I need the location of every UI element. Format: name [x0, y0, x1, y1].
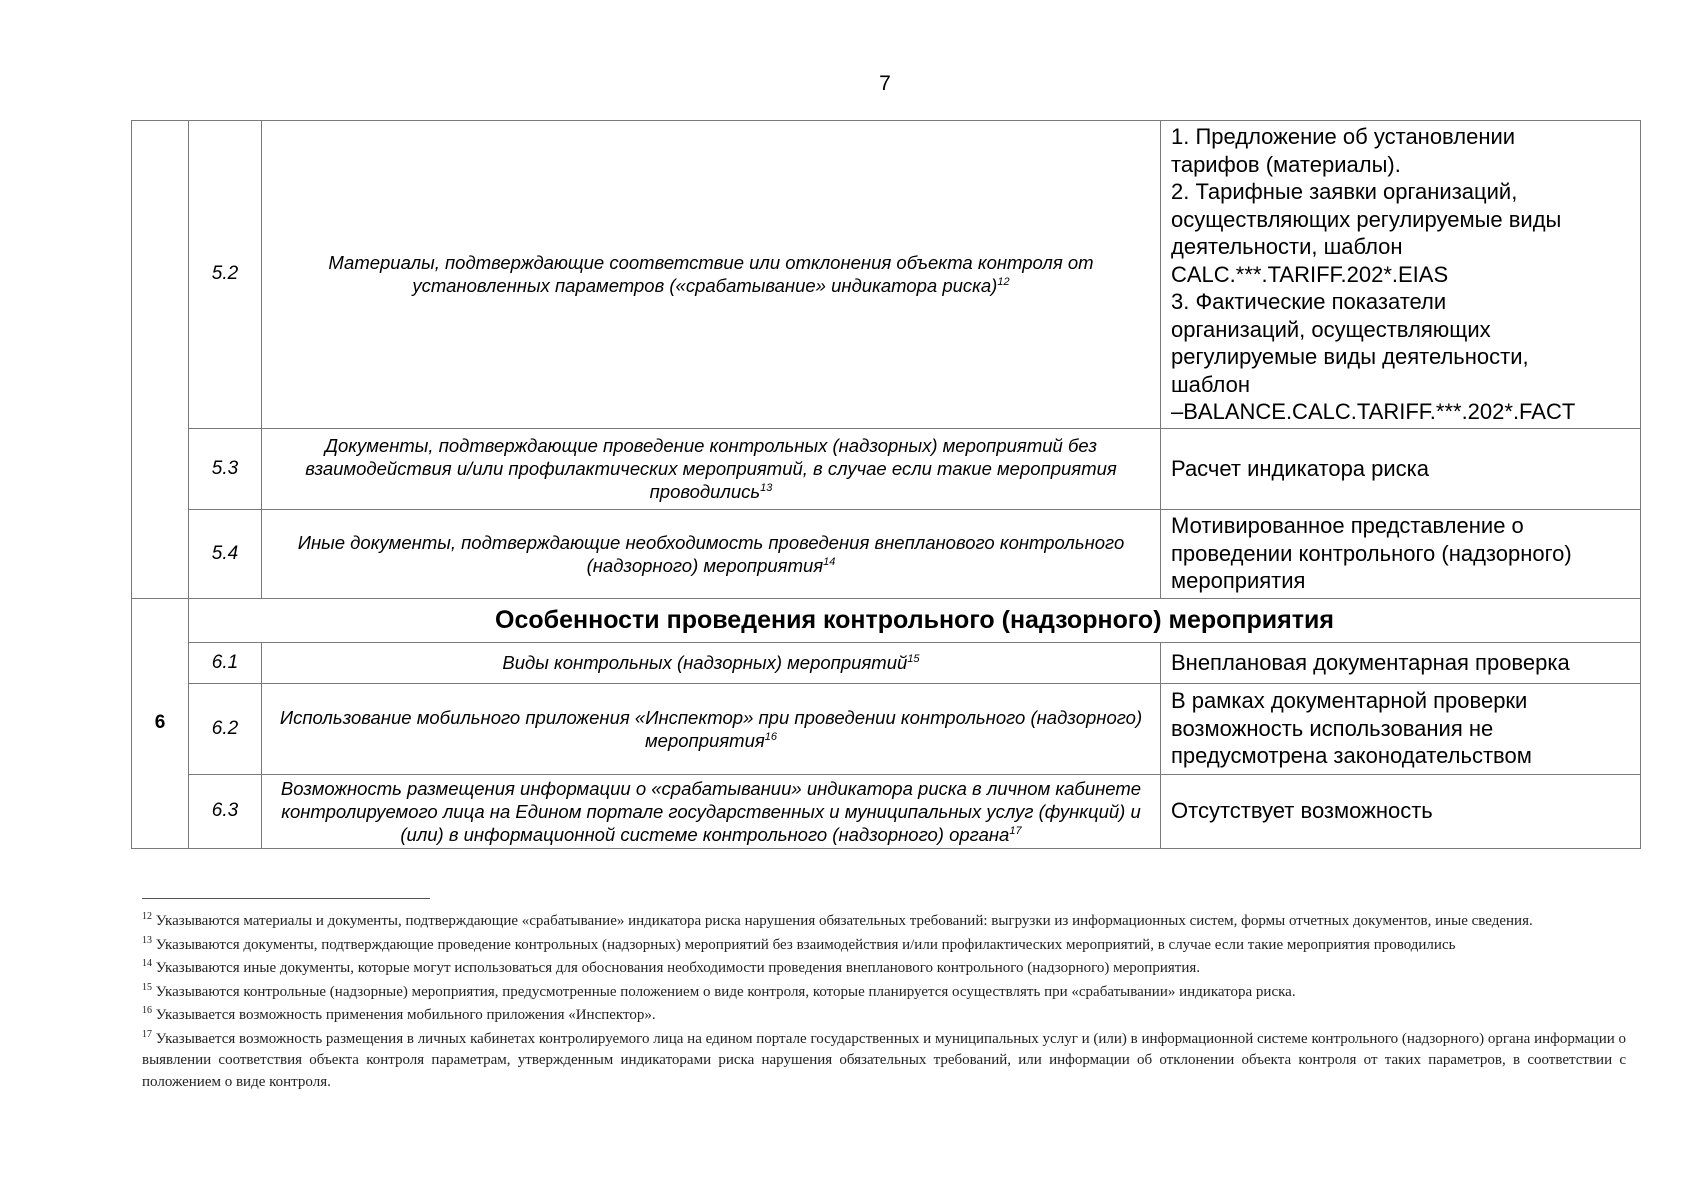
footnote-number: 14 — [142, 958, 152, 969]
section-header-row — [132, 598, 1641, 642]
footnote-text: Указывается возможность размещения в личных кабинетах контролируемого лица на едином портале государственных и муниципальных услуг и (или) в информационной системе контрольного (надзорного) органа информации о выявлении соответствия объекта контроля параметрам, утвержденным индикаторами риска нарушения обязательных требований, или информации об отклонении объекта контроля от таких параметров, в соответствии с положением о виде контроля. — [142, 1030, 1627, 1090]
value-line: 3. Фактические показатели — [1171, 289, 1447, 314]
value-line: CALC.***.TARIFF.202*.EIAS — [1171, 261, 1449, 287]
row-value: Расчет индикатора риска — [1161, 428, 1641, 509]
row-number: 5.4 — [189, 509, 262, 598]
table-row — [132, 683, 1641, 774]
row-description — [262, 121, 1161, 429]
description-text: Возможность размещения информации о «срабатывании» индикатора риска в личном кабинете контролируемого лица на Едином портале государственных и муниципальных услуг (функций) и (или) в информационной системе контрольного (надзорного) органа — [280, 777, 1142, 845]
value-line: осуществляющих регулируемые виды — [1171, 206, 1562, 232]
footnote-ref: 13 — [760, 481, 773, 494]
table-row — [132, 509, 1641, 598]
row-value: В рамках документарной проверки возможность использования не предусмотрена законодательством — [1161, 683, 1641, 774]
value-line: тарифов (материалы). — [1171, 151, 1401, 177]
table-row — [132, 121, 1641, 429]
row-number: 6.3 — [189, 774, 262, 848]
footnote-ref: 15 — [907, 652, 920, 665]
section-title: Особенности проведения контрольного (надзорного) мероприятия — [189, 598, 1641, 642]
description-text: Виды контрольных (надзорных) мероприятий — [502, 652, 908, 673]
row-description — [262, 774, 1161, 848]
footnote-number: 17 — [142, 1028, 152, 1040]
footnote-text: Указываются документы, подтверждающие проведение контрольных (надзорных) мероприятий без взаимодействия и/или профилактических мероприятий, в случае если такие мероприятия проводились — [155, 936, 1456, 953]
value-line: 1. Предложение об установлении — [1171, 124, 1516, 149]
value-line: 2. Тарифные заявки организаций, — [1171, 179, 1518, 204]
value-line: –BALANCE.CALC.TARIFF.***.202*.FACT — [1171, 399, 1576, 424]
footnote-number: 12 — [142, 911, 152, 922]
footnotes — [142, 911, 1626, 1095]
footnote-number: 16 — [142, 1005, 152, 1016]
description-text: Документы, подтверждающие проведение контрольных (надзорных) мероприятий без взаимодействия и/или профилактических мероприятий, в случае если такие мероприятия проводились — [305, 435, 1117, 502]
footnote-number: 13 — [142, 934, 152, 946]
footnote — [142, 1029, 1626, 1094]
footnote-separator — [142, 898, 430, 899]
footnote-ref: 16 — [764, 730, 778, 743]
footnote-text: Указывается возможность применения мобильного приложения «Инспектор». — [155, 1007, 656, 1023]
footnote — [142, 911, 1626, 933]
section-number: 6 — [132, 598, 189, 848]
row-description — [262, 428, 1161, 509]
footnote — [142, 935, 1626, 957]
row-number: 6.2 — [189, 683, 262, 774]
footnote — [142, 982, 1626, 1004]
row-number: 5.2 — [189, 121, 262, 429]
value-line: организаций, осуществляющих — [1171, 316, 1491, 342]
footnote-ref: 17 — [1009, 824, 1022, 837]
footnote-number: 15 — [142, 981, 152, 993]
footnote-ref: 14 — [823, 555, 836, 568]
row-value: Внеплановая документарная проверка — [1161, 642, 1641, 683]
section-5-cell — [132, 121, 189, 599]
row-description — [262, 683, 1161, 774]
row-value — [1161, 121, 1641, 429]
row-value: Отсутствует возможность — [1161, 774, 1641, 848]
table-row — [132, 774, 1641, 848]
footnote — [142, 958, 1626, 980]
row-value: Мотивированное представление о проведении контрольного (надзорного) мероприятия — [1161, 509, 1641, 598]
value-line: шаблон — [1171, 371, 1250, 397]
value-line: деятельности, шаблон — [1171, 234, 1403, 259]
footnote-text: Указываются иные документы, которые могут использоваться для обоснования необходимости проведения внепланового контрольного (надзорного) мероприятия. — [155, 960, 1200, 976]
row-number: 5.3 — [189, 428, 262, 509]
footnote — [142, 1005, 1626, 1027]
description-text: Материалы, подтверждающие соответствие или отклонения объекта контроля от установленных параметров («срабатывание» индикатора риска) — [328, 252, 1094, 297]
description-text: Использование мобильного приложения «Инспектор» при проведении контрольного (надзорного) мероприятия — [279, 706, 1143, 751]
row-description — [262, 642, 1161, 683]
description-text: Иные документы, подтверждающие необходимость проведения внепланового контрольного (надзорного) мероприятия — [297, 531, 1125, 576]
table-row — [132, 642, 1641, 683]
value-line: регулируемые виды деятельности, — [1171, 344, 1529, 369]
footnote-ref: 12 — [997, 276, 1010, 289]
row-description — [262, 509, 1161, 598]
row-number: 6.1 — [189, 642, 262, 683]
table-row — [132, 428, 1641, 509]
page-number: 7 — [879, 72, 891, 95]
footnote-text: Указываются контрольные (надзорные) мероприятия, предусмотренные положением о виде контроля, которые планируется осуществлять при «срабатывании» индикатора риска. — [155, 983, 1296, 1000]
criteria-table — [131, 120, 1641, 849]
footnote-text: Указываются материалы и документы, подтверждающие «срабатывание» индикатора риска нарушения обязательных требований: выгрузки из информационных систем, формы отчетных документов, иные сведения. — [155, 913, 1533, 929]
